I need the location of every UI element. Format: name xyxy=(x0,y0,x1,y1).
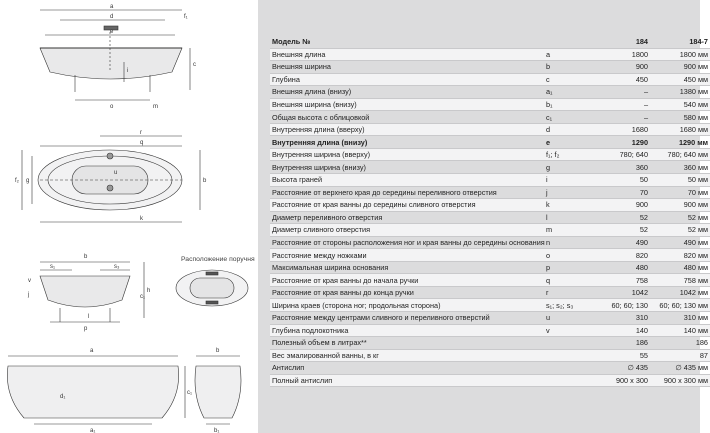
svg-text:q: q xyxy=(140,140,144,146)
svg-text:e: e xyxy=(110,29,114,35)
cell-label: Полный антислип xyxy=(270,374,544,387)
cell-sym: i xyxy=(544,174,590,187)
cell-v2: 900 x 300 мм xyxy=(650,374,710,387)
cell-sym: m xyxy=(544,224,590,237)
cell-v2: ∅ 435 мм xyxy=(650,362,710,375)
header-model-184-7: 184-7 xyxy=(650,36,710,48)
svg-text:a: a xyxy=(110,4,114,10)
cell-v2: 1380 мм xyxy=(650,86,710,99)
cell-v2: 900 мм xyxy=(650,199,710,212)
cell-v1: – xyxy=(590,98,650,111)
svg-text:b: b xyxy=(216,348,220,354)
table-row xyxy=(270,111,710,124)
table-row xyxy=(270,136,710,149)
svg-text:a₁: a₁ xyxy=(90,428,96,433)
cell-sym: j xyxy=(544,186,590,199)
svg-text:d₁: d₁ xyxy=(60,394,66,400)
svg-text:b: b xyxy=(84,254,88,260)
cell-sym: c xyxy=(544,73,590,86)
table-row xyxy=(270,362,710,375)
spec-table xyxy=(270,36,710,387)
cell-label: Внутренняя длина (внизу) xyxy=(270,136,544,149)
cell-v2: 60; 60; 130 мм xyxy=(650,299,710,312)
spec-panel xyxy=(258,0,708,433)
cell-v2: 87 xyxy=(650,349,710,362)
cell-v2: 52 мм xyxy=(650,224,710,237)
cell-v2: 480 мм xyxy=(650,261,710,274)
svg-text:u: u xyxy=(114,170,118,176)
cell-v1: 360 xyxy=(590,161,650,174)
header-model-184: 184 xyxy=(590,36,650,48)
cell-v1: 1042 xyxy=(590,286,650,299)
table-row xyxy=(270,249,710,262)
table-row xyxy=(270,286,710,299)
cell-v1: ∅ 435 xyxy=(590,362,650,375)
cell-label: Полезный объем в литрах** xyxy=(270,337,544,350)
cell-v2: 900 мм xyxy=(650,61,710,74)
cell-v1: 490 xyxy=(590,236,650,249)
cell-v1: 900 xyxy=(590,199,650,212)
cell-v1: 1680 xyxy=(590,123,650,136)
cell-label: Внутренняя ширина (вверху) xyxy=(270,148,544,161)
table-row xyxy=(270,312,710,325)
cell-sym: a₁ xyxy=(544,86,590,99)
table-row xyxy=(270,224,710,237)
handle-caption: Расположение поручня xyxy=(181,256,255,263)
cell-label: Глубина подлокотника xyxy=(270,324,544,337)
top-view-drawing xyxy=(22,136,200,222)
table-row xyxy=(270,274,710,287)
cell-label: Глубина xyxy=(270,73,544,86)
cell-v1: 1800 xyxy=(590,48,650,61)
cell-sym: u xyxy=(544,312,590,325)
cell-v1: 1290 xyxy=(590,136,650,149)
cell-sym: a xyxy=(544,48,590,61)
svg-text:o: o xyxy=(110,104,114,110)
cell-v1: 60; 60; 130 xyxy=(590,299,650,312)
cell-sym: p xyxy=(544,261,590,274)
cell-v1: 55 xyxy=(590,349,650,362)
svg-text:f₁: f₁ xyxy=(184,14,188,20)
cell-sym: k xyxy=(544,199,590,212)
cell-label: Внутренняя длина (вверху) xyxy=(270,123,544,136)
cell-v1: 450 xyxy=(590,73,650,86)
bathtub-drawings xyxy=(0,0,258,433)
cell-label: Внешняя длина xyxy=(270,48,544,61)
cell-label: Высота граней xyxy=(270,174,544,187)
cell-sym: g xyxy=(544,161,590,174)
cell-v2: 490 мм xyxy=(650,236,710,249)
cell-v2: 758 мм xyxy=(650,274,710,287)
table-row xyxy=(270,337,710,350)
cell-v1: 480 xyxy=(590,261,650,274)
cell-label: Антислип xyxy=(270,362,544,375)
svg-text:d: d xyxy=(110,14,114,20)
svg-text:i: i xyxy=(127,68,129,74)
svg-text:p: p xyxy=(84,326,88,332)
end-view-drawing xyxy=(40,262,144,322)
cell-sym: r xyxy=(544,286,590,299)
cell-sym xyxy=(544,349,590,362)
cell-v1: 186 xyxy=(590,337,650,350)
cell-v2: 780; 640 мм xyxy=(650,148,710,161)
svg-text:g: g xyxy=(26,178,30,184)
svg-text:c₁: c₁ xyxy=(140,294,146,300)
svg-text:f₂: f₂ xyxy=(15,178,19,184)
table-row xyxy=(270,61,710,74)
cell-v2: 140 мм xyxy=(650,324,710,337)
cell-v2: 310 мм xyxy=(650,312,710,325)
cell-sym: e xyxy=(544,136,590,149)
cell-label: Диаметр сливного отверстия xyxy=(270,224,544,237)
cell-v2: 580 мм xyxy=(650,111,710,124)
cell-sym: n xyxy=(544,236,590,249)
cell-sym: d xyxy=(544,123,590,136)
cell-label: Внешняя ширина (внизу) xyxy=(270,98,544,111)
cell-sym: c₁ xyxy=(544,111,590,124)
cell-v2: 1042 мм xyxy=(650,286,710,299)
cell-v1: 900 x 300 xyxy=(590,374,650,387)
svg-text:h: h xyxy=(147,288,151,294)
cell-v2: 450 мм xyxy=(650,73,710,86)
cell-label: Расстояние от края ванны до конца ручки xyxy=(270,286,544,299)
cell-v2: 1290 мм xyxy=(650,136,710,149)
table-row xyxy=(270,48,710,61)
cell-label: Диаметр переливного отверстия xyxy=(270,211,544,224)
technical-drawings xyxy=(0,0,258,433)
cell-sym xyxy=(544,362,590,375)
table-row xyxy=(270,299,710,312)
cell-sym: l xyxy=(544,211,590,224)
svg-text:c: c xyxy=(193,62,196,68)
cell-sym: v xyxy=(544,324,590,337)
cell-sym: f₁; f₂ xyxy=(544,148,590,161)
header-label: Модель № xyxy=(270,36,544,48)
side-view-drawing xyxy=(40,10,190,100)
cell-v1: 140 xyxy=(590,324,650,337)
cell-v2: 50 мм xyxy=(650,174,710,187)
cell-label: Внешняя ширина xyxy=(270,61,544,74)
cell-sym: b₁ xyxy=(544,98,590,111)
table-row xyxy=(270,186,710,199)
table-row xyxy=(270,236,710,249)
cell-v2: 540 мм xyxy=(650,98,710,111)
cell-label: Расстояние между центрами сливного и переливного отверстий xyxy=(270,312,544,325)
cell-v1: 900 xyxy=(590,61,650,74)
cell-v2: 52 мм xyxy=(650,211,710,224)
cell-label: Расстояние от края ванны до начала ручки xyxy=(270,274,544,287)
cell-v2: 70 мм xyxy=(650,186,710,199)
svg-text:s₃: s₃ xyxy=(114,264,120,270)
svg-text:m: m xyxy=(153,104,158,110)
svg-text:j: j xyxy=(28,292,30,298)
cell-sym xyxy=(544,374,590,387)
cell-v1: 52 xyxy=(590,224,650,237)
svg-text:b: b xyxy=(203,178,207,184)
svg-text:c₁: c₁ xyxy=(187,390,193,396)
table-row xyxy=(270,98,710,111)
cell-sym xyxy=(544,337,590,350)
table-row xyxy=(270,199,710,212)
front-view-panel-drawing xyxy=(7,356,241,424)
cell-label: Внешняя длина (внизу) xyxy=(270,86,544,99)
table-row xyxy=(270,324,710,337)
cell-label: Расстояние между ножками xyxy=(270,249,544,262)
table-row xyxy=(270,374,710,387)
cell-label: Расстояние от верхнего края до середины переливного отверстия xyxy=(270,186,544,199)
table-row xyxy=(270,148,710,161)
table-row xyxy=(270,261,710,274)
cell-v1: 820 xyxy=(590,249,650,262)
cell-v2: 360 мм xyxy=(650,161,710,174)
cell-v1: 310 xyxy=(590,312,650,325)
cell-v1: 780; 640 xyxy=(590,148,650,161)
table-header-row xyxy=(270,36,710,48)
cell-label: Расстояние от стороны расположения ног и края ванны до середины основания xyxy=(272,238,545,248)
cell-v2: 1800 мм xyxy=(650,48,710,61)
table-row xyxy=(270,73,710,86)
table-row xyxy=(270,174,710,187)
cell-v1: 52 xyxy=(590,211,650,224)
cell-v1: 758 xyxy=(590,274,650,287)
cell-v1: – xyxy=(590,111,650,124)
svg-text:k: k xyxy=(140,216,143,222)
cell-v1: 70 xyxy=(590,186,650,199)
cell-v2: 186 xyxy=(650,337,710,350)
cell-sym: s₁; s₂; s₃ xyxy=(544,299,590,312)
cell-sym: b xyxy=(544,61,590,74)
svg-text:v: v xyxy=(28,278,31,284)
cell-label: Внутренняя ширина (внизу) xyxy=(270,161,544,174)
cell-label: Вес эмалированной ванны, в кг xyxy=(270,349,544,362)
cell-v1: 50 xyxy=(590,174,650,187)
cell-label: Ширина краев (сторона ног; продольная сторона) xyxy=(270,299,544,312)
cell-v2: 820 мм xyxy=(650,249,710,262)
table-row xyxy=(270,349,710,362)
table-row xyxy=(270,86,710,99)
handle-layout-drawing xyxy=(176,270,248,306)
svg-text:a: a xyxy=(90,348,94,354)
table-row xyxy=(270,211,710,224)
svg-text:s₁: s₁ xyxy=(50,264,56,270)
table-row xyxy=(270,161,710,174)
svg-text:r: r xyxy=(140,130,142,136)
cell-sym: q xyxy=(544,274,590,287)
svg-text:b₁: b₁ xyxy=(214,428,220,433)
svg-text:l: l xyxy=(88,314,90,320)
cell-v1: – xyxy=(590,86,650,99)
header-sym xyxy=(544,36,590,48)
table-row xyxy=(270,123,710,136)
cell-v2: 1680 мм xyxy=(650,123,710,136)
cell-label: Расстояние от края ванны до середины сливного отверстия xyxy=(270,199,544,212)
cell-label: Максимальная ширина основания xyxy=(270,261,544,274)
cell-label: Общая высота с облицовкой xyxy=(270,111,544,124)
cell-sym: o xyxy=(544,249,590,262)
